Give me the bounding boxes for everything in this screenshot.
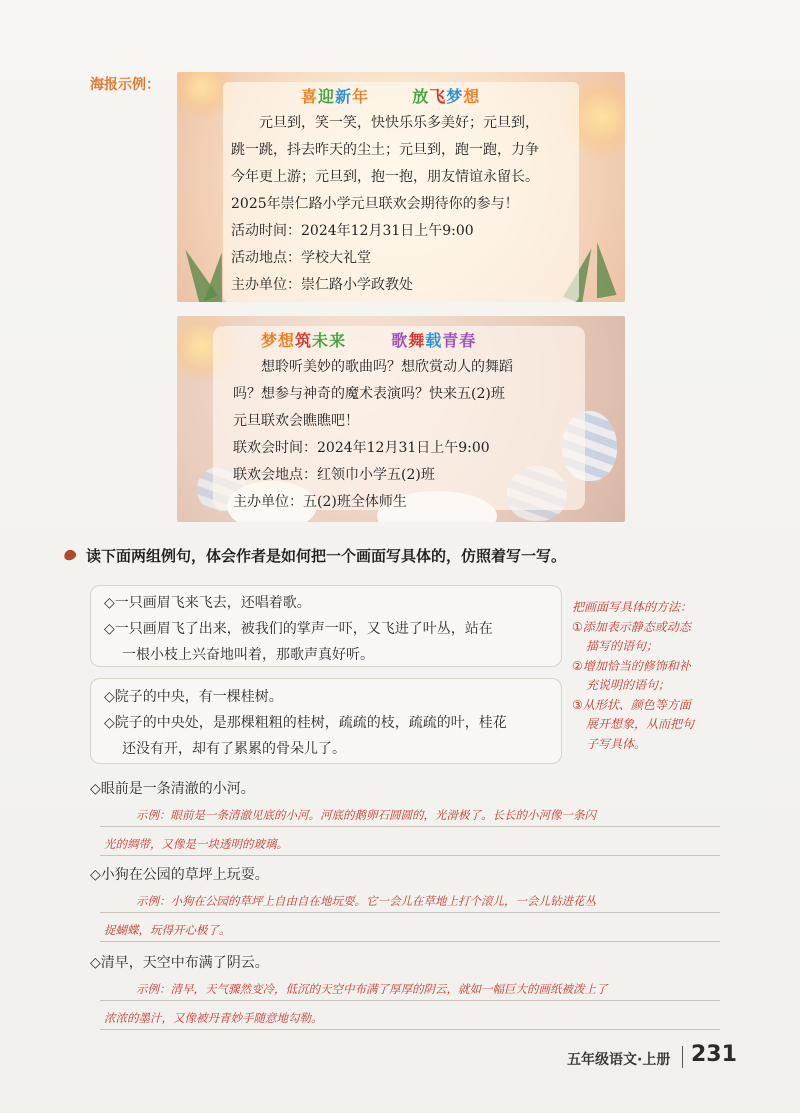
practice-prompt: ◇小狗在公园的草坪上玩耍。 bbox=[90, 867, 269, 883]
method-note-line: ①添加表示静态或动态 bbox=[572, 620, 691, 634]
poster-text-line: 活动地点：学校大礼堂 bbox=[231, 250, 371, 266]
poster-class-party bbox=[177, 316, 625, 522]
page-number: 231 bbox=[691, 1042, 737, 1067]
example-sentence: ◇院子的中央处，是那棵粗粗的桂树，疏疏的枝，疏疏的叶，桂花 bbox=[104, 715, 507, 731]
answer-rule-line bbox=[100, 855, 720, 856]
practice-prompt: ◇眼前是一条清澈的小河。 bbox=[90, 781, 255, 797]
example-sentence: ◇院子的中央，有一棵桂树。 bbox=[104, 689, 283, 705]
poster-new-year bbox=[177, 72, 625, 302]
example-sentence: ◇一只画眉飞了出来，被我们的掌声一吓，又飞进了叶丛，站在 bbox=[104, 621, 493, 637]
answer-rule-line bbox=[100, 1000, 720, 1001]
practice-prompt: ◇清早，天空中布满了阴云。 bbox=[90, 955, 269, 971]
answer-rule-line bbox=[100, 941, 720, 942]
poster-title: 梦想筑未来 歌舞载青春 bbox=[261, 331, 477, 350]
poster-text-line: 今年更上游；元旦到，抱一抱，朋友情谊永留长。 bbox=[231, 169, 539, 185]
practice-answer: 光的绸带，又像是一块透明的玻璃。 bbox=[104, 837, 288, 851]
example-sentence: 还没有开，却有了累累的骨朵儿了。 bbox=[122, 741, 346, 757]
answer-rule-line bbox=[100, 912, 720, 913]
method-note-line: 描写的语句； bbox=[586, 639, 659, 653]
leaf-decoration bbox=[587, 241, 616, 299]
answer-rule-line bbox=[100, 826, 720, 827]
practice-answer: 示例：小狗在公园的草坪上自由自在地玩耍。它一会儿在草地上打个滚儿，一会儿钻进花丛 bbox=[136, 894, 596, 908]
poster-text-line: 联欢会时间：2024年12月31日上午9:00 bbox=[233, 440, 490, 456]
practice-answer: 捉蝴蝶，玩得开心极了。 bbox=[104, 923, 231, 937]
method-note-line: ③从形状、颜色等方面 bbox=[572, 698, 691, 712]
poster-example-label: 海报示例： bbox=[90, 77, 160, 93]
example-sentence: 一根小枝上兴奋地叫着，那歌声真好听。 bbox=[122, 647, 374, 663]
practice-answer: 浓浓的墨汁，又像被丹青妙手随意地勾勒。 bbox=[104, 1011, 323, 1025]
method-note-line: ②增加恰当的修饰和补 bbox=[572, 659, 691, 673]
book-title: 五年级语文·上册 bbox=[567, 1052, 671, 1068]
method-note-line: 展开想象，从而把句 bbox=[586, 717, 695, 731]
poster-text-line: 元旦联欢会瞧瞧吧！ bbox=[233, 413, 359, 429]
poster-text-line: 元旦到，笑一笑，快快乐乐多美好；元旦到， bbox=[259, 115, 539, 131]
poster-text-line: 2025年崇仁路小学元旦联欢会期待你的参与！ bbox=[231, 196, 519, 212]
poster-text-line: 主办单位：崇仁路小学政教处 bbox=[231, 277, 413, 293]
poster-text-line: 想聆听美妙的歌曲吗？想欣赏动人的舞蹈 bbox=[261, 359, 513, 375]
exercise-title: 读下面两组例句，体会作者是如何把一个画面写具体的，仿照着写一写。 bbox=[86, 547, 567, 565]
practice-answer: 示例：眼前是一条清澈见底的小河。河底的鹅卵石圆圆的，光滑极了。长长的小河像一条闪 bbox=[136, 808, 596, 822]
poster-text-line: 跳一跳，抖去昨天的尘土；元旦到，跑一跑，力争 bbox=[231, 142, 539, 158]
method-note-line: 充说明的语句； bbox=[586, 678, 671, 692]
poster-text-line: 联欢会地点：红领巾小学五(2)班 bbox=[233, 467, 435, 483]
example-sentence: ◇一只画眉飞来飞去，还唱着歌。 bbox=[104, 595, 311, 611]
answer-rule-line bbox=[100, 1029, 720, 1030]
method-note-title: 把画面写具体的方法： bbox=[572, 600, 693, 614]
poster-text-line: 主办单位：五(2)班全体师生 bbox=[233, 494, 407, 510]
footer-divider bbox=[682, 1046, 683, 1068]
practice-answer: 示例：清早，天气骤然变冷，低沉的天空中布满了厚厚的阴云，就如一幅巨大的画纸被泼上了 bbox=[136, 982, 608, 996]
poster-text-line: 活动时间：2024年12月31日上午9:00 bbox=[231, 223, 474, 239]
method-note-line: 子写具体。 bbox=[586, 737, 647, 751]
poster-text-line: 吗？想参与神奇的魔术表演吗？快来五(2)班 bbox=[233, 386, 505, 402]
poster-title: 喜迎新年 放飞梦想 bbox=[301, 87, 481, 106]
